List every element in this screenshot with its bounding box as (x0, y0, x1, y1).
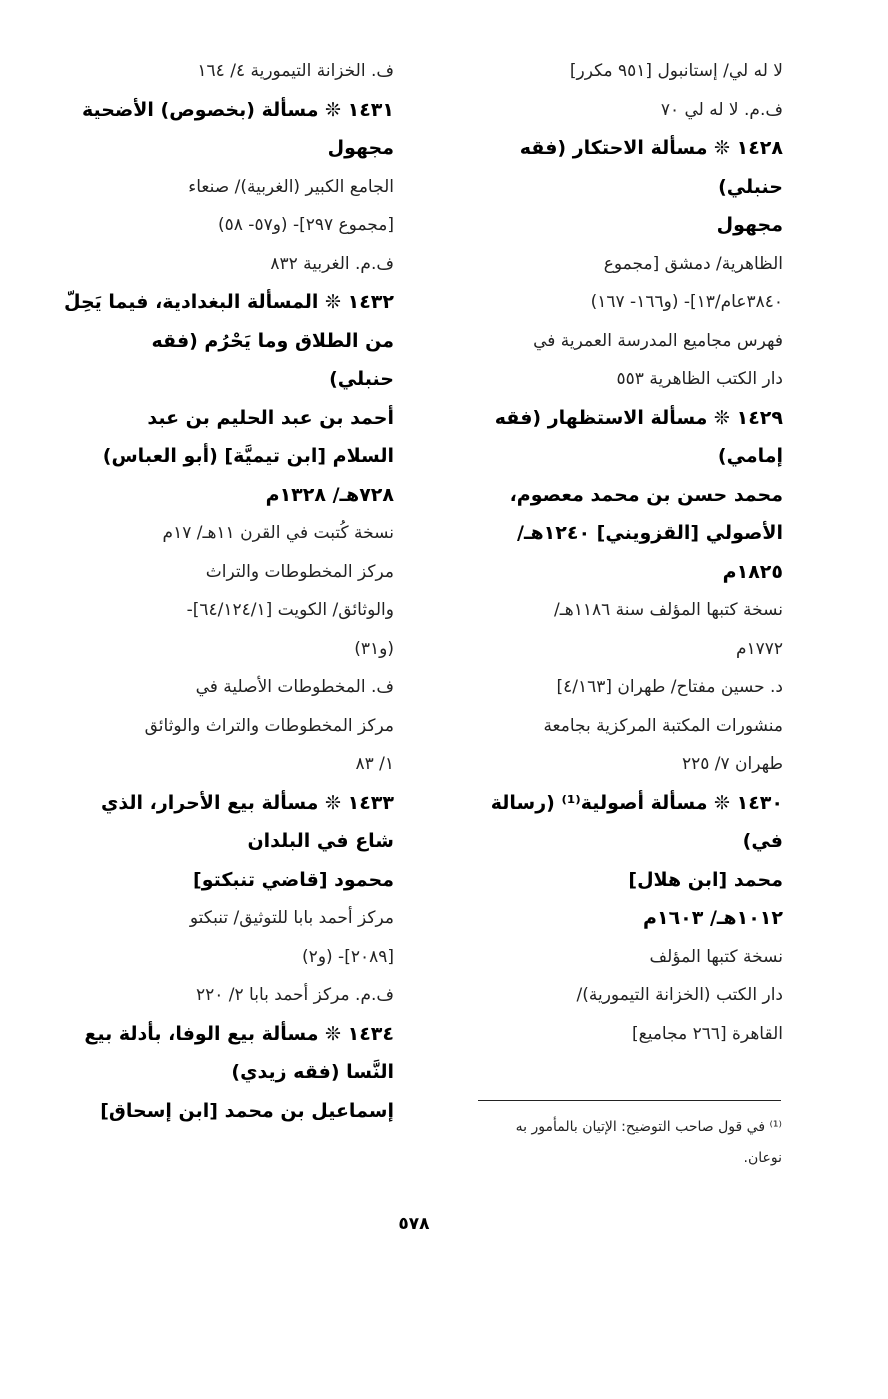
entry-heading-line: شاع في البلدان (247, 830, 394, 852)
entry-heading-line: ١٤٣٢ ❊ المسألة البغدادية، فيما يَحِلّ (64, 291, 394, 313)
footnote (440, 1112, 782, 1174)
entry-text-line: ف. الخزانة التيمورية ٤/ ١٦٤ (197, 61, 394, 81)
entry-text-line: (و٣١) (354, 638, 394, 659)
entry-heading-line: ١٤٣٤ ❊ مسألة بيع الوفا، بأدلة بيع (84, 1022, 394, 1045)
entry-heading-line: ١٤٣٣ ❊ مسألة بيع الأحرار، الذي (100, 791, 394, 814)
entry-text-line: ١٧٧٢م (735, 638, 783, 659)
entry-text-line: القاهرة [٢٦٦ مجاميع] (632, 1023, 783, 1044)
entry-heading-line: ١٨٢٥م (722, 560, 783, 583)
entry-text-line: مركز المخطوطات والتراث والوثائق (144, 715, 394, 736)
entry-heading-line: مجهول (327, 137, 394, 159)
entry-text-line: والوثائق/ الكويت [٦٤/١٢٤/١]- (186, 600, 394, 620)
entry-text-line: د. حسين مفتاح/ طهران [٤/١٦٣] (556, 677, 783, 697)
entry-text-line: [مجموع ٢٩٧]- (و٥٧- ٥٨) (217, 215, 394, 235)
entry-text-line: ف. المخطوطات الأصلية في (195, 677, 394, 697)
entry-heading-line: ١٤٢٩ ❊ مسألة الاستظهار (فقه (494, 406, 783, 429)
entry-heading-line: محمد [ابن هلال] (628, 868, 783, 891)
entry-text-line: ٣٨٤٠عام/١٣]- (و١٦٦- ١٦٧) (590, 292, 783, 312)
entry-text-line: منشورات المكتبة المركزية بجامعة (543, 715, 783, 736)
entry-text-line: لا له لي/ إستانبول [٩٥١ مكرر] (569, 61, 783, 81)
footnote-divider (478, 1100, 781, 1101)
entry-heading-line: محمد حسن بن محمد معصوم، (509, 483, 783, 506)
entry-text-line: فهرس مجاميع المدرسة العمرية في (533, 330, 783, 351)
entry-heading-line: من الطلاق وما يَحْرُم (فقه (151, 329, 394, 352)
footnote-line-2: نوعان. (743, 1150, 782, 1166)
footnote-line-1: ⁽¹⁾ في قول صاحب التوضيح: الإتيان بالمأمور به (515, 1119, 782, 1135)
entry-text-line: نسخة كُتبت في القرن ١١هـ/ ١٧م (162, 523, 394, 543)
entry-text-line: الجامع الكبير (الغربية)/ صنعاء (188, 176, 394, 197)
entry-text-line: مركز أحمد بابا للتوثيق/ تنبكتو (189, 908, 394, 928)
entry-heading-line: السلام [ابن تيميَّة] (أبو العباس) (102, 445, 394, 467)
entry-heading-line: محمود [قاضي تنبكتو] (193, 868, 394, 891)
entry-heading-line: النَّسا (فقه زيدي) (231, 1061, 394, 1083)
entry-text-line: نسخة كتبها المؤلف (649, 946, 783, 967)
entry-heading-line: الأصولي [القزويني] ١٢٤٠هـ/ (517, 522, 783, 544)
entry-heading-line: في) (742, 830, 783, 852)
entry-text-line: ف.م. الغربية ٨٣٢ (270, 253, 394, 274)
entry-heading-line: ١٤٣٠ ❊ مسألة أصولية⁽¹⁾ (رسالة (490, 791, 783, 814)
entry-text-line: ف.م. مركز أحمد بابا ٢/ ٢٢٠ (195, 985, 394, 1005)
left-column (62, 52, 394, 1130)
entry-heading-line: إسماعيل بن محمد [ابن إسحاق] (100, 1099, 394, 1122)
entry-text-line: دار الكتب (الخزانة التيمورية)/ (576, 985, 783, 1005)
entry-text-line: ف.م. لا له لي ٧٠ (660, 99, 783, 120)
entry-heading-line: حنبلي) (718, 175, 783, 198)
entry-heading-line: إمامي) (717, 445, 783, 467)
entry-heading-line: أحمد بن عبد الحليم بن عبد (147, 406, 394, 429)
entry-text-line: ١/ ٨٣ (355, 754, 394, 774)
entry-text-line: دار الكتب الظاهرية ٥٥٣ (616, 369, 783, 389)
entry-text-line: طهران ٧/ ٢٢٥ (681, 754, 783, 774)
entry-text-line: مركز المخطوطات والتراث (205, 561, 394, 582)
entry-text-line: الظاهرية/ دمشق [مجموع (603, 253, 783, 274)
page-number: ٥٧٨ (398, 1214, 430, 1234)
entry-heading-line: ١٠١٢هـ/ ١٦٠٣م (643, 907, 783, 929)
entry-heading-line: ١٤٢٨ ❊ مسألة الاحتكار (فقه (519, 137, 783, 159)
entry-text-line: [٢٠٨٩]- (و٢) (302, 946, 394, 967)
entry-heading-line: حنبلي) (329, 368, 394, 390)
right-column (440, 52, 783, 1053)
entry-text-line: نسخة كتبها المؤلف سنة ١١٨٦هـ/ (554, 600, 783, 620)
entry-heading-line: مجهول (716, 214, 783, 236)
entry-heading-line: ١٤٣١ ❊ مسألة (بخصوص) الأضحية (81, 98, 394, 121)
entry-heading-line: ٧٢٨هـ/ ١٣٢٨م (265, 483, 394, 506)
